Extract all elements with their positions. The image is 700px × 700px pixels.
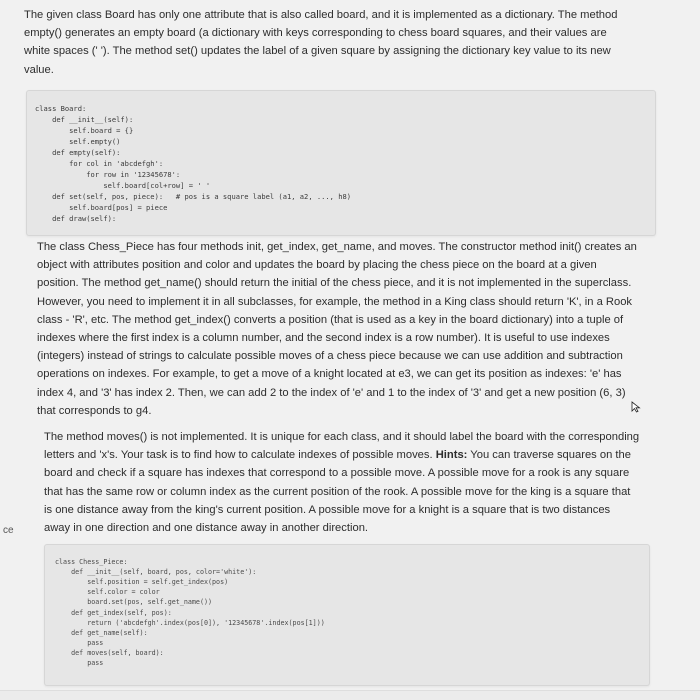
hint-label: Hints: xyxy=(435,449,468,462)
hint-text: You can traverse squares on the xyxy=(467,449,631,462)
intro-line: white spaces (' '). The method set() updates the label of a given square by assigning the dictionary key value to its new xyxy=(24,45,611,58)
paragraph-line: operations on indexes. For example, to get a move of a knight located at e3, we can get its position as indexes: 'e' has xyxy=(37,368,622,381)
code-line: def moves(self, board): xyxy=(55,649,164,657)
code-line: board.set(pos, self.get_name()) xyxy=(55,598,213,606)
code-line: def draw(self): xyxy=(35,214,117,223)
intro-line: value. xyxy=(24,63,54,76)
code-line: self.board = {} xyxy=(35,126,134,135)
paragraph-line: is one distance away from the king's current position. A possible move for a knight is a square that is two distances xyxy=(44,503,611,516)
code-line: return ('abcdefgh'.index(pos[0]), '12345678'.index(pos[1])) xyxy=(55,619,325,627)
code-line: for row in '12345678': xyxy=(35,170,181,179)
paragraph-line: that corresponds to g4. xyxy=(37,404,152,417)
paragraph-line: that has the same row or column index as the current position of the rook. A possible move for the king is a square that xyxy=(44,485,631,498)
code-line: def set(self, pos, piece): # pos is a square label (a1, a2, ..., h8) xyxy=(35,192,352,201)
hint-preface: letters and 'x's. Your task is to find how to calculate indexes of possible moves. xyxy=(44,449,436,462)
paragraph-line: The method moves() is not implemented. It is unique for each class, and it should label the board with the corresponding xyxy=(44,431,640,443)
intro-line: empty() generates an empty board (a dictionary with keys corresponding to chess board squares, and their values are xyxy=(24,27,607,40)
paragraph-line: position. The method get_name() should return the initial of the chess piece, and it is not implemented in the superclass. xyxy=(37,277,632,290)
code-line: def empty(self): xyxy=(35,148,121,157)
paragraph-line: board and check if a square has indexes that correspond to a possible move. A possible move for a rook is any square xyxy=(44,467,630,480)
chess-piece-paragraph xyxy=(37,238,637,420)
mouse-pointer-icon xyxy=(631,401,643,413)
code-line: for col in 'abcdefgh': xyxy=(35,159,164,168)
code-line: def __init__(self, board, pos, color='white'): xyxy=(55,568,257,576)
paragraph-line: The class Chess_Piece has four methods init, get_index, get_name, and moves. The constructor method init() creates an xyxy=(37,241,637,253)
paragraph-line: class - 'R', etc. The method get_index() converts a position (that is used as a key in the board dictionary) into a tuple of xyxy=(37,313,624,326)
intro-paragraph xyxy=(24,6,617,79)
code-line: pass xyxy=(55,639,104,647)
paragraph-line: index 4, and '3' has index 2. Then, we can add 2 to the index of 'e' and 1 to the index of '3' and get a new position (6, 3) xyxy=(37,386,626,399)
code-line: self.color = color xyxy=(55,588,160,596)
code-line: self.position = self.get_index(pos) xyxy=(55,578,229,586)
paragraph-line: However, you need to implement it in all subclasses, for example, the method in a King class should return 'K', in a Rook xyxy=(37,295,633,308)
code-line: self.board[pos] = piece xyxy=(35,203,168,212)
code-line: self.empty() xyxy=(35,137,121,146)
paragraph-line: object with attributes position and color and updates the board by placing the chess piece on the board at a given xyxy=(37,259,597,272)
moves-paragraph xyxy=(44,428,639,537)
code-line: pass xyxy=(55,659,104,667)
code-line: class Chess_Piece: xyxy=(55,558,128,566)
paragraph-line: indexes where the first index is a column number, and the second index is a row number). It is useful to use indexes xyxy=(37,332,610,345)
intro-line: The given class Board has only one attribute that is also called board, and it is implemented as a dictionary. The method xyxy=(24,9,618,21)
side-text-fragment: ce xyxy=(3,525,14,536)
paragraph-line: away in one direction and one distance away in another direction. xyxy=(44,522,369,535)
code-line: self.board[col+row] = ' ' xyxy=(35,181,211,190)
code-line: def get_name(self): xyxy=(55,629,148,637)
board-code-block xyxy=(26,90,656,236)
chess-piece-code-block xyxy=(44,544,650,686)
paragraph-line: (integers) instead of strings to calculate possible moves of a chess piece because we can use addition and subtraction xyxy=(37,350,623,363)
code-line: def get_index(self, pos): xyxy=(55,609,172,617)
paragraph-line xyxy=(44,446,639,464)
code-line: class Board: xyxy=(35,104,87,113)
code-line: def __init__(self): xyxy=(35,115,134,124)
